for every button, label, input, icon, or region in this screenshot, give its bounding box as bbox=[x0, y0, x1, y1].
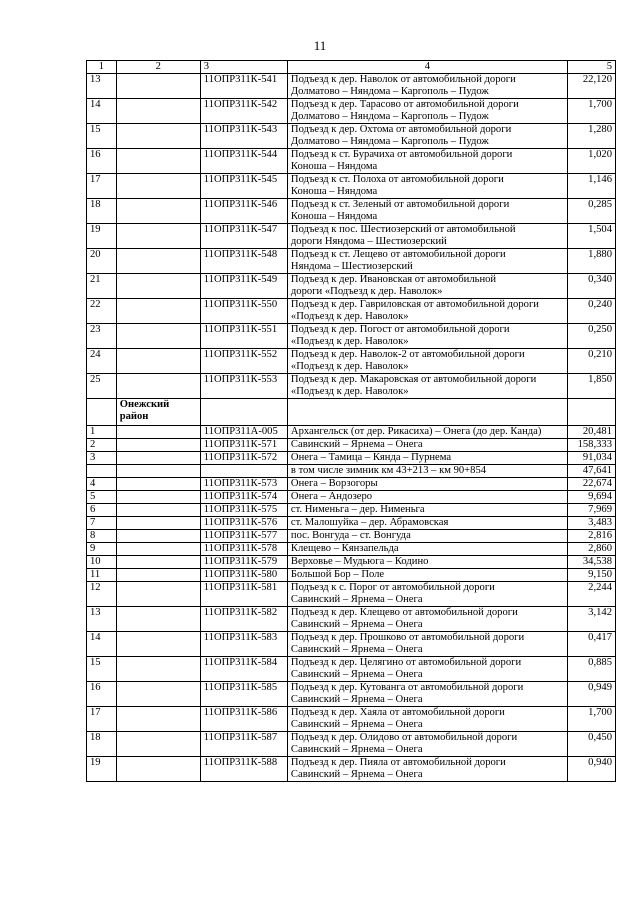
road-code: 11ОПР311К-572 bbox=[200, 452, 287, 465]
road-length: 1,880 bbox=[567, 249, 615, 274]
road-name bbox=[287, 124, 567, 149]
column-header-1: 1 bbox=[87, 61, 117, 74]
road-name bbox=[287, 757, 567, 782]
row-number: 17 bbox=[87, 174, 117, 199]
row-number: 15 bbox=[87, 124, 117, 149]
table-row bbox=[87, 632, 616, 657]
road-length: 0,940 bbox=[567, 757, 615, 782]
row-number: 20 bbox=[87, 249, 117, 274]
road-code: 11ОПР311К-544 bbox=[200, 149, 287, 174]
road-length: 91,034 bbox=[567, 452, 615, 465]
road-code: 11ОПР311К-541 bbox=[200, 74, 287, 99]
table-row bbox=[87, 124, 616, 149]
district-cell bbox=[116, 569, 200, 582]
road-length: 0,285 bbox=[567, 199, 615, 224]
road-name-line: Подъезд к дер. Прошково от автомобильной дороги bbox=[290, 632, 525, 643]
row-number: 7 bbox=[87, 517, 117, 530]
table-row bbox=[87, 465, 616, 478]
road-length: 20,481 bbox=[567, 426, 615, 439]
table-row bbox=[87, 149, 616, 174]
road-name-line: пос. Вонгуда – ст. Вонгуда bbox=[290, 530, 411, 541]
row-number: 9 bbox=[87, 543, 117, 556]
road-length: 0,340 bbox=[567, 274, 615, 299]
road-name bbox=[287, 504, 567, 517]
table-row bbox=[87, 657, 616, 682]
district-cell bbox=[116, 249, 200, 274]
road-length: 0,885 bbox=[567, 657, 615, 682]
road-name bbox=[287, 249, 567, 274]
district-cell bbox=[116, 426, 200, 439]
row-number bbox=[87, 465, 117, 478]
table-row bbox=[87, 439, 616, 452]
district-cell bbox=[116, 530, 200, 543]
section-name-cell bbox=[287, 399, 567, 426]
road-name-line: Савинский – Ярнема – Онега bbox=[290, 669, 423, 680]
road-length: 0,417 bbox=[567, 632, 615, 657]
table-row bbox=[87, 249, 616, 274]
road-name bbox=[287, 632, 567, 657]
road-name-line: Подъезд к пос. Шестиозерский от автомобильной bbox=[290, 224, 516, 235]
road-name-line: Коноша – Няндома bbox=[290, 211, 378, 222]
table-row bbox=[87, 224, 616, 249]
road-length: 2,244 bbox=[567, 582, 615, 607]
road-code: 11ОПР311К-550 bbox=[200, 299, 287, 324]
road-code: 11ОПР311К-588 bbox=[200, 757, 287, 782]
road-name-line: Подъезд к дер. Пияла от автомобильной дороги bbox=[290, 757, 506, 768]
road-code: 11ОПР311К-546 bbox=[200, 199, 287, 224]
road-name-line: Подъезд к дер. Погост от автомобильной дороги bbox=[290, 324, 510, 335]
district-cell bbox=[116, 682, 200, 707]
district-cell bbox=[116, 99, 200, 124]
road-name-line: Онега – Тамица – Кянда – Пурнема bbox=[290, 452, 452, 463]
road-name-line: Клещево – Кянзапельда bbox=[290, 543, 399, 554]
road-length: 1,020 bbox=[567, 149, 615, 174]
row-number: 11 bbox=[87, 569, 117, 582]
road-name bbox=[287, 556, 567, 569]
row-number: 1 bbox=[87, 426, 117, 439]
road-code: 11ОПР311К-543 bbox=[200, 124, 287, 149]
road-name-line: Савинский – Ярнема – Онега bbox=[290, 719, 423, 730]
road-code: 11ОПР311К-585 bbox=[200, 682, 287, 707]
road-name-line: Подъезд к дер. Гавриловская от автомобильной дороги bbox=[290, 299, 539, 310]
table-row bbox=[87, 582, 616, 607]
road-name-line: Архангельск (от дер. Рикасиха) – Онега (до дер. Канда) bbox=[290, 426, 542, 437]
road-name-line: Савинский – Ярнема – Онега bbox=[290, 594, 423, 605]
road-name bbox=[287, 324, 567, 349]
road-length: 1,850 bbox=[567, 374, 615, 399]
road-name-line: Подъезд к дер. Тарасово от автомобильной дороги bbox=[290, 99, 519, 110]
row-number: 4 bbox=[87, 478, 117, 491]
road-code: 11ОПР311К-576 bbox=[200, 517, 287, 530]
road-name-line: Савинский – Ярнема – Онега bbox=[290, 619, 423, 630]
road-name bbox=[287, 478, 567, 491]
district-cell bbox=[116, 504, 200, 517]
road-name-line: Няндома – Шестиозерский bbox=[290, 261, 413, 272]
table-row bbox=[87, 707, 616, 732]
row-number: 15 bbox=[87, 657, 117, 682]
district-cell bbox=[116, 349, 200, 374]
road-name bbox=[287, 530, 567, 543]
table-row bbox=[87, 682, 616, 707]
road-name bbox=[287, 607, 567, 632]
road-name-line: Большой Бор – Поле bbox=[290, 569, 385, 580]
road-length: 0,240 bbox=[567, 299, 615, 324]
table-row bbox=[87, 299, 616, 324]
road-length: 3,483 bbox=[567, 517, 615, 530]
table-row bbox=[87, 517, 616, 530]
road-code: 11ОПР311К-552 bbox=[200, 349, 287, 374]
district-cell bbox=[116, 224, 200, 249]
road-name-line: Подъезд к дер. Наволок-2 от автомобильной дороги bbox=[290, 349, 525, 360]
road-name bbox=[287, 452, 567, 465]
road-name bbox=[287, 349, 567, 374]
road-length: 2,860 bbox=[567, 543, 615, 556]
road-name bbox=[287, 543, 567, 556]
row-number: 17 bbox=[87, 707, 117, 732]
table-row bbox=[87, 491, 616, 504]
road-code: 11ОПР311К-571 bbox=[200, 439, 287, 452]
table-row bbox=[87, 757, 616, 782]
road-length: 1,700 bbox=[567, 99, 615, 124]
road-name bbox=[287, 299, 567, 324]
district-cell bbox=[116, 324, 200, 349]
district-cell bbox=[116, 174, 200, 199]
road-name-line: Савинский – Ярнема – Онега bbox=[290, 439, 423, 450]
district-cell bbox=[116, 607, 200, 632]
district-cell bbox=[116, 556, 200, 569]
row-number: 16 bbox=[87, 149, 117, 174]
district-cell bbox=[116, 274, 200, 299]
road-name-line: Савинский – Ярнема – Онега bbox=[290, 744, 423, 755]
road-code: 11ОПР311К-583 bbox=[200, 632, 287, 657]
road-name-line: Савинский – Ярнема – Онега bbox=[290, 644, 423, 655]
table-row bbox=[87, 607, 616, 632]
section-title bbox=[116, 399, 200, 426]
table-row bbox=[87, 74, 616, 99]
district-cell bbox=[116, 491, 200, 504]
road-code: 11ОПР311К-549 bbox=[200, 274, 287, 299]
road-code: 11ОПР311К-579 bbox=[200, 556, 287, 569]
table-row bbox=[87, 199, 616, 224]
road-name-line: Долматово – Няндома – Каргополь – Пудож bbox=[290, 86, 489, 97]
road-name bbox=[287, 582, 567, 607]
table-row bbox=[87, 374, 616, 399]
road-name-line: ст. Малошуйка – дер. Абрамовская bbox=[290, 517, 449, 528]
road-code: 11ОПР311К-545 bbox=[200, 174, 287, 199]
road-name-line: дороги Няндома – Шестиозерский bbox=[290, 236, 447, 247]
district-cell bbox=[116, 632, 200, 657]
road-code: 11ОПР311К-587 bbox=[200, 732, 287, 757]
road-name-line: Подъезд к ст. Лещево от автомобильной дороги bbox=[290, 249, 506, 260]
road-name-line: Подъезд к дер. Кутованга от автомобильной дороги bbox=[290, 682, 524, 693]
road-code: 11ОПР311К-573 bbox=[200, 478, 287, 491]
road-code: 11ОПР311К-547 bbox=[200, 224, 287, 249]
road-name bbox=[287, 149, 567, 174]
row-number: 10 bbox=[87, 556, 117, 569]
table-row bbox=[87, 569, 616, 582]
district-cell bbox=[116, 657, 200, 682]
road-length: 34,538 bbox=[567, 556, 615, 569]
road-name-line: Подъезд к ст. Бурачиха от автомобильной дороги bbox=[290, 149, 513, 160]
row-number: 14 bbox=[87, 99, 117, 124]
page-number: 11 bbox=[313, 38, 327, 53]
road-code: 11ОПР311К-586 bbox=[200, 707, 287, 732]
road-name bbox=[287, 426, 567, 439]
district-cell bbox=[116, 149, 200, 174]
table-row bbox=[87, 349, 616, 374]
road-name-line: «Подъезд к дер. Наволок» bbox=[290, 311, 409, 322]
road-name bbox=[287, 657, 567, 682]
road-name-line: Подъезд к дер. Клещево от автомобильной дороги bbox=[290, 607, 518, 618]
road-length: 158,333 bbox=[567, 439, 615, 452]
road-length: 1,146 bbox=[567, 174, 615, 199]
road-name-line: Подъезд к дер. Олидово от автомобильной дороги bbox=[290, 732, 518, 743]
road-name bbox=[287, 707, 567, 732]
column-header-4: 4 bbox=[287, 61, 567, 74]
district-cell bbox=[116, 299, 200, 324]
roads-table bbox=[86, 60, 616, 782]
road-length: 2,816 bbox=[567, 530, 615, 543]
road-name-line: Подъезд к ст. Зеленый от автомобильной дороги bbox=[290, 199, 510, 210]
road-name bbox=[287, 199, 567, 224]
road-length: 22,120 bbox=[567, 74, 615, 99]
road-code: 11ОПР311К-577 bbox=[200, 530, 287, 543]
road-length: 0,210 bbox=[567, 349, 615, 374]
road-name bbox=[287, 74, 567, 99]
road-name bbox=[287, 439, 567, 452]
road-length: 0,949 bbox=[567, 682, 615, 707]
road-length: 3,142 bbox=[567, 607, 615, 632]
road-length: 9,150 bbox=[567, 569, 615, 582]
row-number: 8 bbox=[87, 530, 117, 543]
section-title-line: Онежский bbox=[119, 399, 170, 410]
road-code: 11ОПР311К-575 bbox=[200, 504, 287, 517]
road-length: 1,280 bbox=[567, 124, 615, 149]
road-name-line: ст. Нименьга – дер. Нименьга bbox=[290, 504, 425, 515]
road-name bbox=[287, 517, 567, 530]
road-name-line: Верховье – Мудьюга – Кодино bbox=[290, 556, 429, 567]
road-name-line: Долматово – Няндома – Каргополь – Пудож bbox=[290, 136, 489, 147]
table-row bbox=[87, 99, 616, 124]
row-number: 23 bbox=[87, 324, 117, 349]
row-number: 5 bbox=[87, 491, 117, 504]
road-code: 11ОПР311К-581 bbox=[200, 582, 287, 607]
road-length: 1,504 bbox=[567, 224, 615, 249]
district-cell bbox=[116, 543, 200, 556]
row-number: 18 bbox=[87, 732, 117, 757]
table-row bbox=[87, 452, 616, 465]
road-name bbox=[287, 491, 567, 504]
column-header-3: 3 bbox=[200, 61, 287, 74]
column-header-5: 5 bbox=[567, 61, 615, 74]
column-header-2: 2 bbox=[116, 61, 200, 74]
district-cell bbox=[116, 452, 200, 465]
section-number-cell bbox=[87, 399, 117, 426]
road-name bbox=[287, 99, 567, 124]
road-name-line: Савинский – Ярнема – Онега bbox=[290, 694, 423, 705]
row-number: 3 bbox=[87, 452, 117, 465]
district-cell bbox=[116, 439, 200, 452]
road-name-line: Подъезд к дер. Ивановская от автомобильной bbox=[290, 274, 497, 285]
table-row bbox=[87, 732, 616, 757]
road-length: 9,694 bbox=[567, 491, 615, 504]
road-name-line: Подъезд к дер. Охтома от автомобильной дороги bbox=[290, 124, 512, 135]
section-code-cell bbox=[200, 399, 287, 426]
road-name bbox=[287, 465, 567, 478]
road-name-line: Онега – Андозеро bbox=[290, 491, 373, 502]
table-row bbox=[87, 530, 616, 543]
road-name-line: Подъезд к с. Порог от автомобильной дороги bbox=[290, 582, 495, 593]
road-code: 11ОПР311К-584 bbox=[200, 657, 287, 682]
district-cell bbox=[116, 124, 200, 149]
section-title-line: район bbox=[119, 411, 149, 422]
district-cell bbox=[116, 517, 200, 530]
road-name bbox=[287, 224, 567, 249]
road-length: 7,969 bbox=[567, 504, 615, 517]
road-code: 11ОПР311К-574 bbox=[200, 491, 287, 504]
road-name-line: дороги «Подъезд к дер. Наволок» bbox=[290, 286, 443, 297]
table-row bbox=[87, 543, 616, 556]
road-name-line: Подъезд к дер. Хаяла от автомобильной дороги bbox=[290, 707, 505, 718]
road-name-line: Онега – Ворзогоры bbox=[290, 478, 378, 489]
road-code: 11ОПР311К-580 bbox=[200, 569, 287, 582]
table-row bbox=[87, 174, 616, 199]
road-name-line: Долматово – Няндома – Каргополь – Пудож bbox=[290, 111, 489, 122]
road-name-line: Подъезд к дер. Макаровская от автомобильной дороги bbox=[290, 374, 537, 385]
road-name bbox=[287, 569, 567, 582]
row-number: 18 bbox=[87, 199, 117, 224]
roads-table-body bbox=[87, 61, 616, 782]
road-length: 1,700 bbox=[567, 707, 615, 732]
road-code: 11ОПР311А-005 bbox=[200, 426, 287, 439]
row-number: 19 bbox=[87, 757, 117, 782]
road-name-line: Коноша – Няндома bbox=[290, 186, 378, 197]
road-name-line: Савинский – Ярнема – Онега bbox=[290, 769, 423, 780]
section-header-row bbox=[87, 399, 616, 426]
road-code: 11ОПР311К-548 bbox=[200, 249, 287, 274]
table-row bbox=[87, 274, 616, 299]
road-code bbox=[200, 465, 287, 478]
road-name bbox=[287, 274, 567, 299]
row-number: 22 bbox=[87, 299, 117, 324]
district-cell bbox=[116, 732, 200, 757]
road-length: 47,641 bbox=[567, 465, 615, 478]
road-name bbox=[287, 732, 567, 757]
row-number: 13 bbox=[87, 607, 117, 632]
road-name-line: Подъезд к ст. Полоха от автомобильной дороги bbox=[290, 174, 504, 185]
table-row bbox=[87, 426, 616, 439]
row-number: 25 bbox=[87, 374, 117, 399]
table-row bbox=[87, 556, 616, 569]
table-row bbox=[87, 478, 616, 491]
road-code: 11ОПР311К-553 bbox=[200, 374, 287, 399]
road-code: 11ОПР311К-578 bbox=[200, 543, 287, 556]
district-cell bbox=[116, 374, 200, 399]
district-cell bbox=[116, 707, 200, 732]
row-number: 12 bbox=[87, 582, 117, 607]
column-header-row bbox=[87, 61, 616, 74]
district-cell bbox=[116, 199, 200, 224]
table-row bbox=[87, 324, 616, 349]
row-number: 6 bbox=[87, 504, 117, 517]
road-code: 11ОПР311К-542 bbox=[200, 99, 287, 124]
road-code: 11ОПР311К-582 bbox=[200, 607, 287, 632]
row-number: 16 bbox=[87, 682, 117, 707]
row-number: 14 bbox=[87, 632, 117, 657]
district-cell bbox=[116, 74, 200, 99]
row-number: 13 bbox=[87, 74, 117, 99]
road-name-line: Коноша – Няндома bbox=[290, 161, 378, 172]
section-length-cell bbox=[567, 399, 615, 426]
row-number: 21 bbox=[87, 274, 117, 299]
road-name-line: в том числе зимник км 43+213 – км 90+854 bbox=[290, 465, 487, 476]
road-name-line: Подъезд к дер. Целягино от автомобильной дороги bbox=[290, 657, 522, 668]
table-row bbox=[87, 504, 616, 517]
road-name-line: Подъезд к дер. Наволок от автомобильной дороги bbox=[290, 74, 516, 85]
road-name bbox=[287, 374, 567, 399]
district-cell bbox=[116, 465, 200, 478]
district-cell bbox=[116, 757, 200, 782]
district-cell bbox=[116, 582, 200, 607]
road-length: 0,250 bbox=[567, 324, 615, 349]
road-name-line: «Подъезд к дер. Наволок» bbox=[290, 336, 409, 347]
row-number: 24 bbox=[87, 349, 117, 374]
road-code: 11ОПР311К-551 bbox=[200, 324, 287, 349]
road-name-line: «Подъезд к дер. Наволок» bbox=[290, 386, 409, 397]
road-name bbox=[287, 174, 567, 199]
row-number: 19 bbox=[87, 224, 117, 249]
road-length: 0,450 bbox=[567, 732, 615, 757]
district-cell bbox=[116, 478, 200, 491]
road-name-line: «Подъезд к дер. Наволок» bbox=[290, 361, 409, 372]
road-length: 22,674 bbox=[567, 478, 615, 491]
road-name bbox=[287, 682, 567, 707]
row-number: 2 bbox=[87, 439, 117, 452]
